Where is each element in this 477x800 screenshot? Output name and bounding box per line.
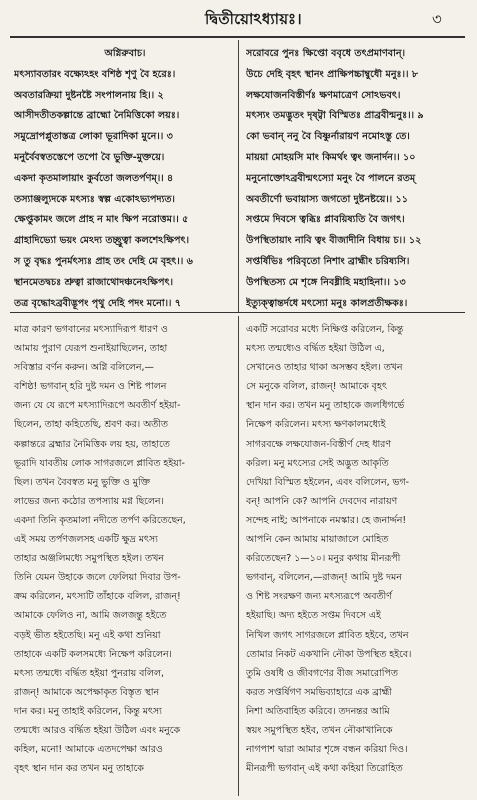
translation-column-left [14,320,236,778]
translation-line: মাত্র কারণ ভগবানের মৎস্যাদিরূপ ধারণ ও [14,324,168,335]
translation-line: সেখানেও তাহার থাকা অসম্ভব হইল। তখন [246,362,403,374]
translation-column-right [246,320,468,778]
verse-line: সমুদ্রোপপ্লুতাস্তত্র লোকা ভূরাদিকা মুনে।। ৩ [14,131,173,143]
translation-line: দান কর। মনু তাহাই করিলেন, কিন্তু মৎস্য [14,705,162,717]
verse-line: ক্ষেপ্তুকামং জলে প্রাহ ন মাং ক্ষিপ নরোত্তম।। ৫ [14,214,189,226]
translation-line: তুমি ওষধি ও জীবগণের বীজ সমারোপিত [246,667,398,679]
verse-line: মনুর্বৈবস্বতস্তেপে তপো বৈ ভুক্তি-মুক্তয়ে। [14,151,165,163]
translation-column-divider [238,316,239,796]
translation-line: ও শিষ্ট সংরক্ষণ জন্য মৎস্যরূপে অবতীর্ণ [246,591,392,603]
verse-column-left [14,44,236,314]
translation-line: আপনি কেন আমায় মায়াজালে মোহিত [246,534,389,546]
translation-line: তাহার অঞ্জলিমধ্যে সমুপস্থিত হইল। তখন [14,553,164,565]
verse-line: সপ্তমে দিবসে ত্বব্ধিঃ প্লাবয়িষ্যতি বৈ জগৎ। [246,214,405,226]
header-rule [10,36,465,38]
translation-line: ক্রম করিলেন, মৎস্যটি তাঁহাকে বলিল, রাজন্! [14,591,181,603]
translation-line: সে মনুকে বলিল, রাজন্! আমাকে বৃহৎ [246,381,387,393]
verse-line: অবতারক্রিয়া দুষ্টনষ্টৈ সংপালনায় হি।। ২ [14,89,164,101]
translation-line: একটি সরোবর মধ্যে নিক্ষিপ্ত করিলেন, কিন্তু [246,324,404,335]
translation-line: দেখিয়া বিস্মিত হইলেন, এবং বলিলেন, ভগ- [246,476,410,488]
translation-line: আমায় পুরাণ যেরূপ শুনাইয়াছিলেন, তাহা [14,343,168,355]
verse-line: মায়য়া মোহয়সি মাং কিমর্থং ত্বং জনার্দন।। ১০ [246,151,416,163]
verse-column-right [246,44,468,314]
verse-line: অবতীর্ণো ভবায়াস্য জগতো দুষ্টনষ্টয়ে।। ১১ [246,193,409,205]
page-number: ৩ [432,10,442,28]
translation-line: করিল। মনু মৎস্যের সেই অদ্ভুত আকৃতি [246,457,389,469]
translation-line: বন্! আপনি কে? আপনি দেবদেব নারায়ণ [246,495,398,507]
verse-line: মৎস্যাবতারং বক্ষ্যেঽহং বশিষ্ঠ শৃণু বৈ হরেঃ। [14,68,176,80]
verse-line: সরোবরে পুনঃ ক্ষিপ্তো ববৃধে তৎপ্রমাণবান্। [246,48,406,59]
verse-line: তত্র বৃদ্ধোঽব্রবীদ্ভূপং পৃথু দেহি পদং মনো।। ৭ [14,297,182,309]
translation-line: তাহাকে একটি কলসমধ্যে নিক্ষেপ করিলেন। [14,648,172,660]
translation-line: মীনরূপী ভগবান্ এই কথা কহিয়া তিরোহিত [246,763,403,775]
translation-line: আমাকে ফেলিও না, আমি জলজন্তু হইতে [14,610,167,622]
translation-line: বৃহৎ স্থান দান কর তখন মনু তাহাকে [14,763,144,775]
verse-line: উপস্থিতস্য মে শৃঙ্গে নিবধ্নীহি মহাহিনা।। ১৩ [246,276,406,288]
translation-line: মৎস্য তন্মধ্যেও বর্দ্ধিত হইয়া উঠিল এ, [246,343,385,355]
verse-line: একদা কৃতমালায়াং কুর্বতো জলতর্পণম্।। ৪ [14,172,174,184]
verse-line: সপ্তর্ষিভিঃ পরিবৃতো নিশাং ব্রাহ্মীং চরিষ্যসি। [246,255,410,267]
translation-line: তন্মধ্যে আরও বর্দ্ধিত হইয়া উঠিল এবং মনুকে [14,724,181,736]
translation-line: জন্য যে যে রূপে মৎস্যাদিরূপে অবতীর্ণ হইয়া- [14,400,181,412]
verse-line: মৎস্যং তমদ্ভুতং দৃষ্ট্বা বিস্মিতঃ প্রাব্রবীন্মনুঃ।। ৯ [246,110,424,122]
verse-line: স্থানমেতদ্বচঃ শ্রুত্বা রাজাথোদঞ্চনেঽক্ষিপৎ। [14,276,174,288]
translation-line: নিখিল জগৎ সাগরজলে প্লাবিত হইবে, তখন [246,629,409,641]
translation-line: ছিলেন, তাহা কহিতেছি, শ্রবণ কর। অতীত [14,419,168,431]
translation-line: স্বয়ং সমুপস্থিত হইব, তখন নৌকাখানিকে [246,724,393,736]
verse-line: লক্ষযোজনবিস্তীর্ণঃ ক্ষণমাত্রেণ সোঽভবৎ। [246,89,401,101]
verse-line: তস্যাঞ্জল্যুদকে মৎস্যঃ স্বল্প একোঽভ্যপদ্যত। [14,193,175,205]
verse-line: ইত্যুক্ত্বান্তর্দধে মৎস্যো মনুঃ কালপ্রতীক্ষকঃ। [246,297,408,309]
verse-line: আসীদতীতকল্পান্তে ব্রাহ্মো নৈমিত্তিকো লয়ঃ। [14,110,180,122]
translation-line: কল্পান্তরে ব্রহ্মার নৈমিত্তিক লয় হয়, তাহাতে [14,438,170,450]
speaker-heading: অগ্নিরুবাচ। [104,48,146,59]
translation-line: করত সপ্তর্ষিগণ সমভিব্যাহারে এক ব্রাহ্মী [246,686,392,698]
translation-line: বশিষ্ঠ! ভগবান্ হরি দুষ্ট দমন ও শিষ্ট পালন [14,381,167,393]
verse-column-divider [238,40,239,312]
verse-line: কো ভবান্ ননু বৈ বিষ্ণুর্নারায়ণ নমোঽস্তু তে। [246,131,410,143]
translation-line: করিতেছেন? ১—১০। মনুর কথায় মীনরূপী [246,553,401,565]
verse-line: উচে দেহি বৃহৎ স্থানং প্রাক্ষিপচ্চাম্বুধৌ মনুঃ।। ৮ [246,68,419,80]
translation-line: নিক্ষেপ করিলেন। মৎস্য ক্ষণকালমধ্যেই [246,419,386,431]
verse-line: মনুনোক্তোঽব্রবীন্মৎস্যো মনুং বৈ পালনে রতম্ [246,172,416,184]
verse-line: গ্রাহাদিভ্যো ভয়ং মেঽদ্য তচ্ছ্রুত্বা কলশেঽক্ষিপৎ। [14,235,190,247]
translation-line: একদা তিনি কৃতমালা নদীতে তর্পণ করিতেছেন, [14,514,186,526]
translation-line: সাগরবক্ষে লক্ষযোজন-বিস্তীর্ণ দেহ ধারণ [246,438,392,450]
translation-line: সন্দেহ নাই; আপনাকে নমস্কার। হে জনার্দ্দন! [246,514,407,526]
translation-line: এই সময় তর্পণজলসহ একটি ক্ষুদ্র মৎস্য [14,534,158,546]
translation-line: মৎস্য তন্মধ্যে বর্দ্ধিত হইয়া পুনরায় বলিল, [14,667,164,679]
chapter-title: দ্বিতীয়োঽধ্যায়ঃ। [205,10,302,28]
translation-line: তিনি যেমন উহাকে জলে ফেলিয়া দিবার উপ- [14,572,181,584]
translation-line: হইয়াছি। অদ্য হইতে সপ্তম দিবসে এই [246,610,381,622]
verse-line: উপস্থিতায়াং নাবি ত্বং বীজাদীনি বিধায় চ।। ১২ [246,235,422,247]
translation-line: ভগবান্, বলিলেন,—রাজন্! আমি দুষ্ট দমন [246,572,402,584]
translation-line: নিশা অতিবাহিত করিবে। তদনন্তর আমি [246,705,390,717]
verse-line: স তু বৃদ্ধঃ পুনর্মৎস্যঃ প্রাহ তং দেহি মে বৃহৎ।। ৬ [14,255,193,267]
translation-line: ভূরাদি যাবতীয় লোক সাগরজলে প্লাবিত হইয়া- [14,457,185,469]
translation-line: বড়ই ভীত হইতেছি। মনু এই কথা শুনিয়া [14,629,161,641]
translation-line: তোমার নিকট একখানি নৌকা উপস্থিত হইবে। [246,648,412,660]
translation-line: রাজন্! আমাকে অপেক্ষাকৃত বিস্তৃত স্থান [14,686,160,698]
translation-line: ছিল। তখন বৈবস্বত মনু ভুক্তি ও মুক্তি [14,476,150,488]
translation-line: নাগপাশ দ্বারা আমার শৃঙ্গে বন্ধন করিয়া দিও। [246,744,408,756]
translation-line: লাভের জন্য কঠোর তপস্যায় মগ্ন ছিলেন। [14,495,164,507]
translation-line: সবিস্তার বর্ণন করুন। অগ্নি বলিলেন,— [14,362,154,374]
translation-line: স্থান দান কর। তখন মনু তাহাকে জলধিগর্ভে [246,400,405,412]
page-header [0,0,477,38]
translation-line: কহিল, মনো! আমাকে এতদপেক্ষা আরও [14,744,163,756]
